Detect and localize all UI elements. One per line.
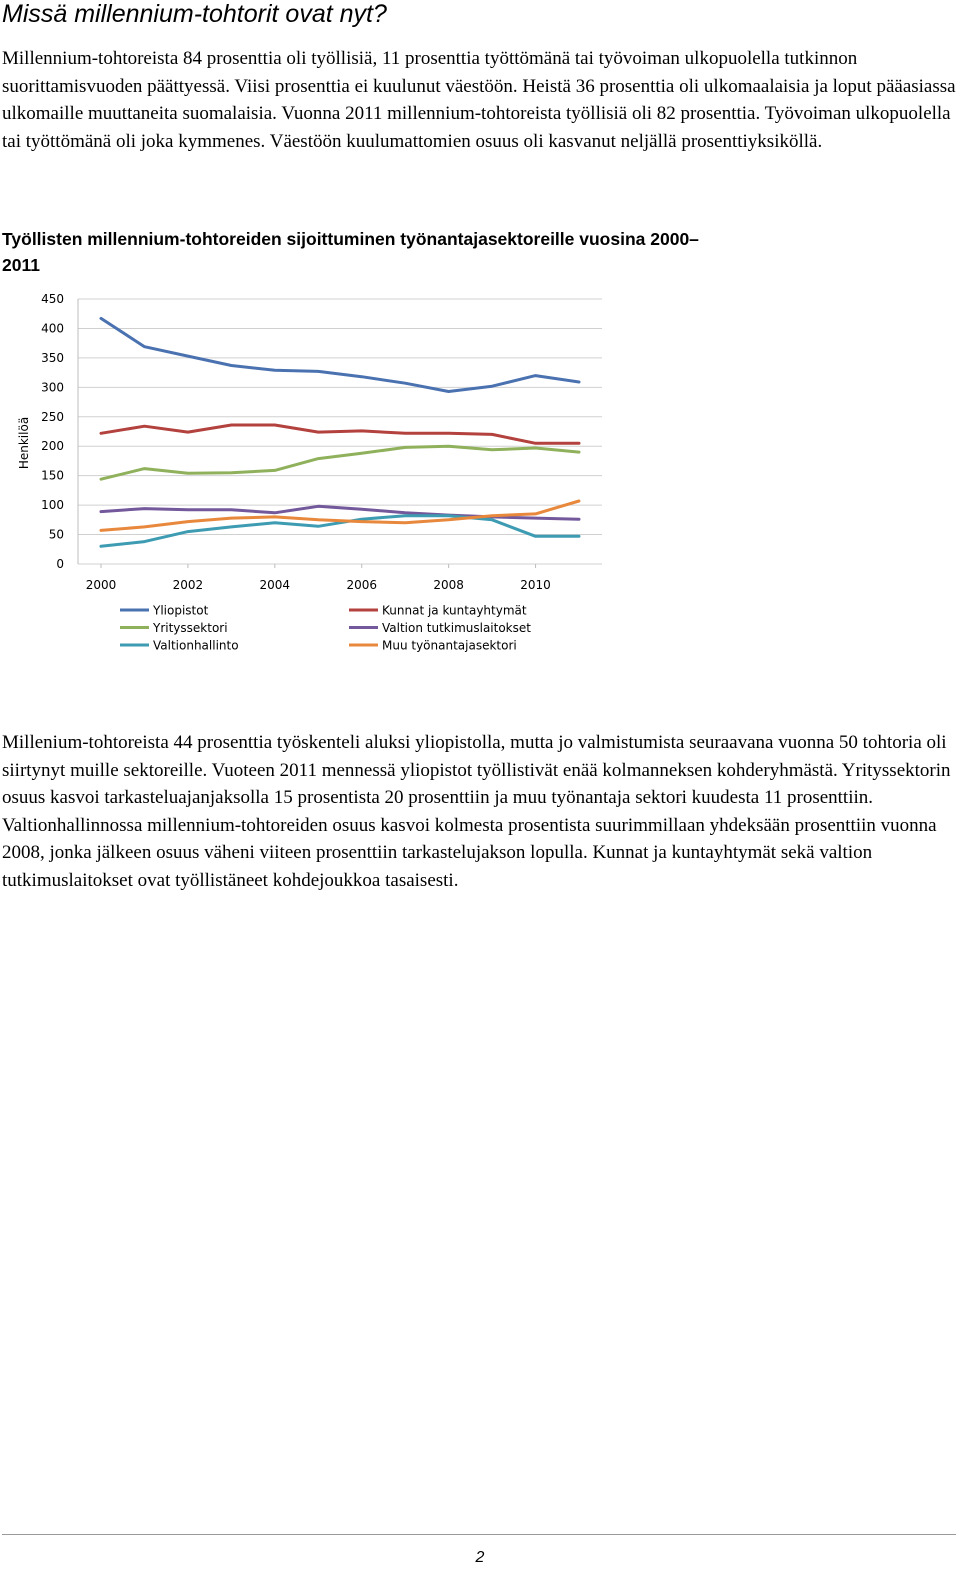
y-tick-label: 100 — [41, 498, 64, 513]
footer-divider — [2, 1534, 956, 1535]
x-tick-label: 2004 — [259, 578, 291, 592]
legend-label: Valtionhallinto — [153, 638, 239, 653]
legend-label: Valtion tutkimuslaitokset — [382, 621, 531, 635]
legend-label: Muu työnantajasektori — [382, 638, 517, 653]
y-tick-label: 350 — [41, 350, 64, 365]
y-tick-label: 50 — [48, 527, 64, 542]
series-line — [101, 506, 579, 519]
intro-paragraph: Millennium-tohtoreista 84 prosenttia oli työllisiä, 11 prosenttia työttömänä tai työvoiman ulkopuolella tutkinnon suorittamisvuoden päättyessä. Viisi prosenttia ei kuulunut väestöön. Heistä 36 prosenttia oli ulkomaalaisia ja loput pääasiassa ulkomaille muuttaneita suomalaisia. Vuonna 2011 millennium-tohtoreista työllisiä oli 82 prosenttia. Työvoiman ulkopuolella tai työttömänä oli joka kymmenes. Väestöön kuulumattomien osuus oli kasvanut neljällä prosenttiyksiköllä. — [2, 48, 956, 152]
y-tick-labels — [41, 292, 64, 571]
y-axis-label: Henkilöä — [17, 416, 31, 470]
series-line — [101, 446, 579, 479]
y-tick-label: 0 — [56, 557, 64, 571]
page-title: Missä millennium-tohtorit ovat nyt? — [2, 0, 387, 28]
legend-label: Kunnat ja kuntayhtymät — [382, 603, 527, 618]
chart-heading: Työllisten millennium-tohtoreiden sijoittuminen työnantajasektoreille vuosina 2000–2011 — [2, 229, 699, 275]
line-chart — [0, 285, 640, 665]
x-tick-label: 2000 — [85, 578, 117, 592]
x-tick-labels — [86, 564, 551, 592]
y-tick-label: 450 — [41, 292, 64, 306]
x-tick-label: 2002 — [172, 578, 204, 592]
x-tick-label: 2010 — [520, 578, 551, 592]
x-tick-label: 2006 — [346, 578, 378, 592]
chart-series — [101, 318, 579, 546]
legend-label: Yrityssektori — [153, 621, 228, 635]
analysis-paragraph: Millenium-tohtoreista 44 prosenttia työskenteli aluksi yliopistolla, mutta jo valmistumista seuraavana vuonna 50 tohtoria oli siirtynyt muille sektoreille. Vuoteen 2011 mennessä yliopistot työllistivät enää kolmanneksen kohderyhmästä. Yrityssektorin osuus kasvoi tarkasteluajanjaksolla 15 prosentista 20 prosenttiin ja muu työnantaja sektori kuudesta 11 prosenttiin. Valtionhallinnossa millennium-tohtoreiden osuus kasvoi kolmesta prosentista suurimmillaan yhdeksään prosenttiin vuonna 2008, jonka jälkeen osuus väheni viiteen prosenttiin tarkastelujakson lopulla. Kunnat ja kuntayhtymät sekä valtion tutkimuslaitokset ovat työllistäneet kohdejoukkoa tasaisesti. — [2, 732, 951, 891]
chart-legend — [120, 604, 531, 653]
page-number: 2 — [475, 1549, 485, 1566]
y-tick-label: 200 — [41, 439, 64, 454]
y-tick-label: 300 — [41, 380, 64, 395]
y-tick-label: 400 — [41, 321, 64, 336]
y-tick-label: 150 — [41, 468, 64, 483]
y-tick-label: 250 — [41, 409, 64, 424]
legend-label: Yliopistot — [153, 603, 209, 618]
x-tick-label: 2008 — [433, 578, 464, 592]
series-line — [101, 425, 579, 443]
series-line — [101, 318, 579, 391]
